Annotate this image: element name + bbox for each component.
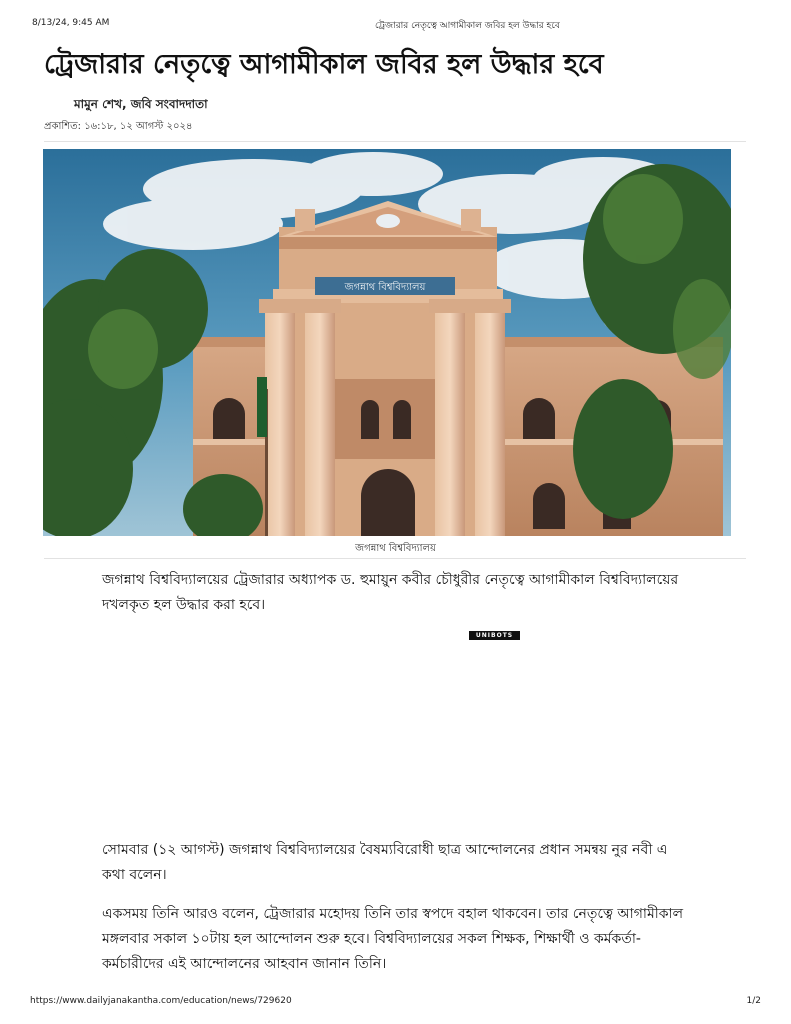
article-paragraph: সোমবার (১২ আগস্ট) জগন্নাথ বিশ্ববিদ্যালয়ের বৈষম্যবিরোধী ছাত্র আন্দোলনের প্রধান সমন্বয় নুর নবী এ কথা বলেন। — [102, 842, 668, 883]
page-number: 1/2 — [746, 996, 761, 1006]
article-paragraph: একসময় তিনি আরও বলেন, ট্রেজারার মহোদয় তিনি তার স্বপদে বহাল থাকবেন। তার নেতৃত্বে আগামীকাল মঙ্গলবার সকাল ১০টায় হল আন্দোলন শুরু হবে। বিশ্ববিদ্যালয়ের সকল শিক্ষক, শিক্ষার্থী ও কর্মকর্তা-কর্মচারীদের এই আন্দোলনের আহবান জানান তিনি। — [102, 906, 684, 972]
print-footer — [30, 996, 761, 1010]
article-paragraph: জগন্নাথ বিশ্ববিদ্যালয়ের ট্রেজারার অধ্যাপক ড. হুমায়ুন কবীর চৌধুরীর নেতৃত্বে আগামীকাল বিশ্ববিদ্যালয়ের দখলকৃত হল উদ্ধার করা হবে। — [102, 572, 679, 613]
divider — [44, 141, 746, 142]
image-caption: জগন্নাথ বিশ্ববিদ্যালয় — [355, 543, 436, 554]
print-header — [32, 18, 761, 32]
print-date-time: 8/13/24, 9:45 AM — [32, 18, 110, 28]
article-author[interactable]: মামুন শেখ, জবি সংবাদদাতা — [74, 97, 208, 111]
published-date: প্রকাশিত: ১৬:১৮, ১২ আগস্ট ২০২৪ — [44, 121, 193, 132]
article-hero-image — [43, 149, 731, 536]
page-url[interactable]: https://www.dailyjanakantha.com/education/news/729620 — [30, 996, 292, 1006]
article-headline: ট্রেজারার নেতৃত্বে আগামীকাল জবির হল উদ্ধার হবে — [44, 49, 604, 80]
divider — [44, 558, 746, 559]
ad-badge[interactable]: UNIBOTS — [469, 631, 520, 640]
building-sign: জগন্নাথ বিশ্ববিদ্যালয় — [344, 282, 426, 293]
print-page-title: ট্রেজারার নেতৃত্বে আগামীকাল জবির হল উদ্ধার হবে — [375, 21, 560, 31]
